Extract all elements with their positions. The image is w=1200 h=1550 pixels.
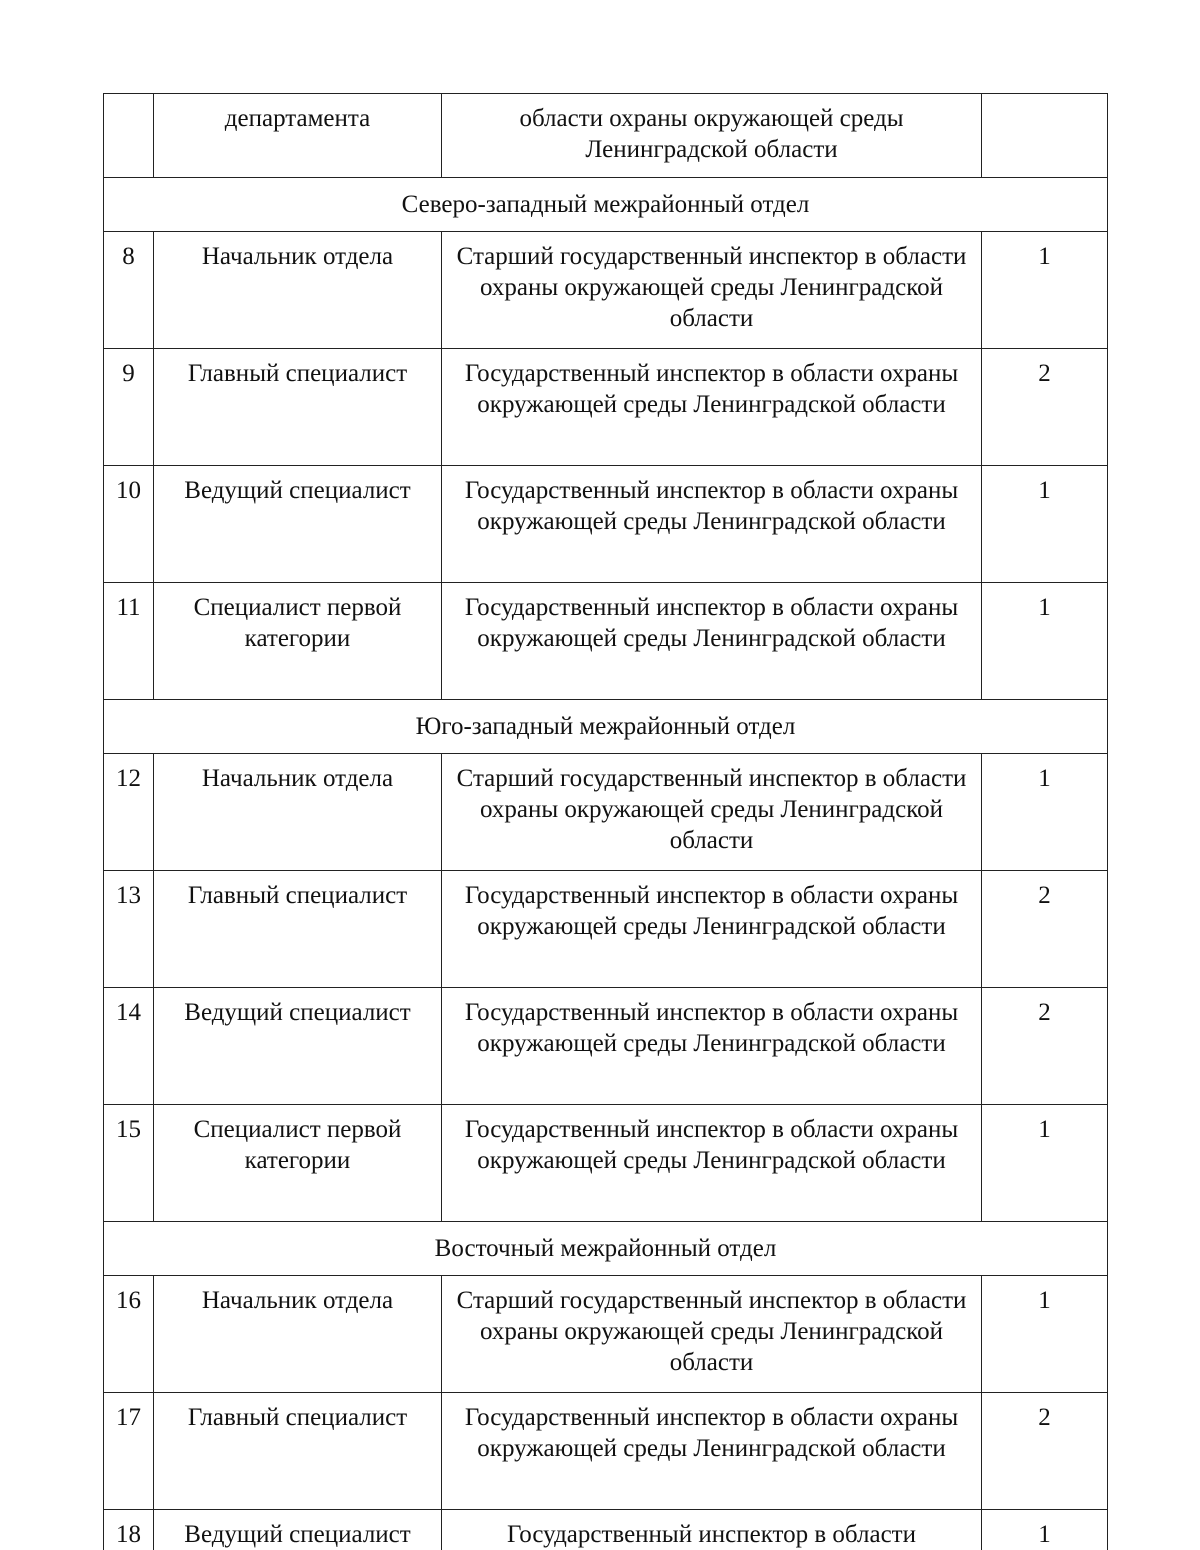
table-row <box>104 988 1108 1105</box>
table-row <box>104 583 1108 700</box>
staff-count-cell: 2 <box>982 871 1108 988</box>
position-cell: Начальник отдела <box>154 232 442 349</box>
position-cell: Специалист первой категории <box>154 583 442 700</box>
table-row <box>104 754 1108 871</box>
staff-table-body <box>104 94 1108 1550</box>
section-title: Юго-западный межрайонный отдел <box>104 700 1108 754</box>
position-cell: Главный специалист <box>154 871 442 988</box>
row-number-cell: 9 <box>104 349 154 466</box>
inspector-title-cell: Государственный инспектор в области <box>442 1510 982 1550</box>
table-row <box>104 1510 1108 1550</box>
inspector-title-cell: Старший государственный инспектор в области охраны окружающей среды Ленинградской области <box>442 754 982 871</box>
section-header-row <box>104 1222 1108 1276</box>
position-cell: Ведущий специалист <box>154 466 442 583</box>
position-cell: Начальник отдела <box>154 754 442 871</box>
row-number-cell: 14 <box>104 988 154 1105</box>
staff-count-cell: 1 <box>982 754 1108 871</box>
row-number-cell: 11 <box>104 583 154 700</box>
row-number-cell: 10 <box>104 466 154 583</box>
inspector-title-cell: Государственный инспектор в области охраны окружающей среды Ленинградской области <box>442 349 982 466</box>
staff-count-cell: 1 <box>982 1276 1108 1393</box>
inspector-title-cell: Государственный инспектор в области охраны окружающей среды Ленинградской области <box>442 871 982 988</box>
table-row <box>104 1105 1108 1222</box>
inspector-title-cell: Государственный инспектор в области охраны окружающей среды Ленинградской области <box>442 1105 982 1222</box>
table-row <box>104 466 1108 583</box>
row-number-cell: 16 <box>104 1276 154 1393</box>
row-number-cell <box>104 94 154 178</box>
section-title: Северо-западный межрайонный отдел <box>104 178 1108 232</box>
staff-count-cell: 2 <box>982 988 1108 1105</box>
row-number-cell: 8 <box>104 232 154 349</box>
inspector-title-cell: Государственный инспектор в области охраны окружающей среды Ленинградской области <box>442 583 982 700</box>
section-header-row <box>104 700 1108 754</box>
continuation-row <box>104 94 1108 178</box>
position-cell: Начальник отдела <box>154 1276 442 1393</box>
section-title: Восточный межрайонный отдел <box>104 1222 1108 1276</box>
row-number-cell: 15 <box>104 1105 154 1222</box>
row-number-cell: 17 <box>104 1393 154 1510</box>
staff-count-cell: 1 <box>982 232 1108 349</box>
staff-table <box>103 93 1108 1550</box>
inspector-title-cell: Государственный инспектор в области охраны окружающей среды Ленинградской области <box>442 988 982 1105</box>
inspector-title-cell: Старший государственный инспектор в области охраны окружающей среды Ленинградской области <box>442 1276 982 1393</box>
position-cell: Ведущий специалист <box>154 1510 442 1550</box>
staff-count-cell: 1 <box>982 466 1108 583</box>
table-row <box>104 871 1108 988</box>
staff-count-cell: 2 <box>982 349 1108 466</box>
row-number-cell: 12 <box>104 754 154 871</box>
staff-count-cell: 1 <box>982 1105 1108 1222</box>
staff-count-cell: 1 <box>982 583 1108 700</box>
staff-count-cell: 2 <box>982 1393 1108 1510</box>
table-row <box>104 1393 1108 1510</box>
table-row <box>104 1276 1108 1393</box>
staff-count-cell <box>982 94 1108 178</box>
position-cell: департамента <box>154 94 442 178</box>
position-cell: Специалист первой категории <box>154 1105 442 1222</box>
staff-count-cell: 1 <box>982 1510 1108 1550</box>
table-row <box>104 349 1108 466</box>
inspector-title-cell: Государственный инспектор в области охраны окружающей среды Ленинградской области <box>442 466 982 583</box>
row-number-cell: 13 <box>104 871 154 988</box>
position-cell: Главный специалист <box>154 1393 442 1510</box>
row-number-cell: 18 <box>104 1510 154 1550</box>
inspector-title-cell: Старший государственный инспектор в области охраны окружающей среды Ленинградской области <box>442 232 982 349</box>
position-cell: Главный специалист <box>154 349 442 466</box>
section-header-row <box>104 178 1108 232</box>
inspector-title-cell: Государственный инспектор в области охраны окружающей среды Ленинградской области <box>442 1393 982 1510</box>
table-row <box>104 232 1108 349</box>
position-cell: Ведущий специалист <box>154 988 442 1105</box>
inspector-title-cell: области охраны окружающей среды Ленинградской области <box>442 94 982 178</box>
